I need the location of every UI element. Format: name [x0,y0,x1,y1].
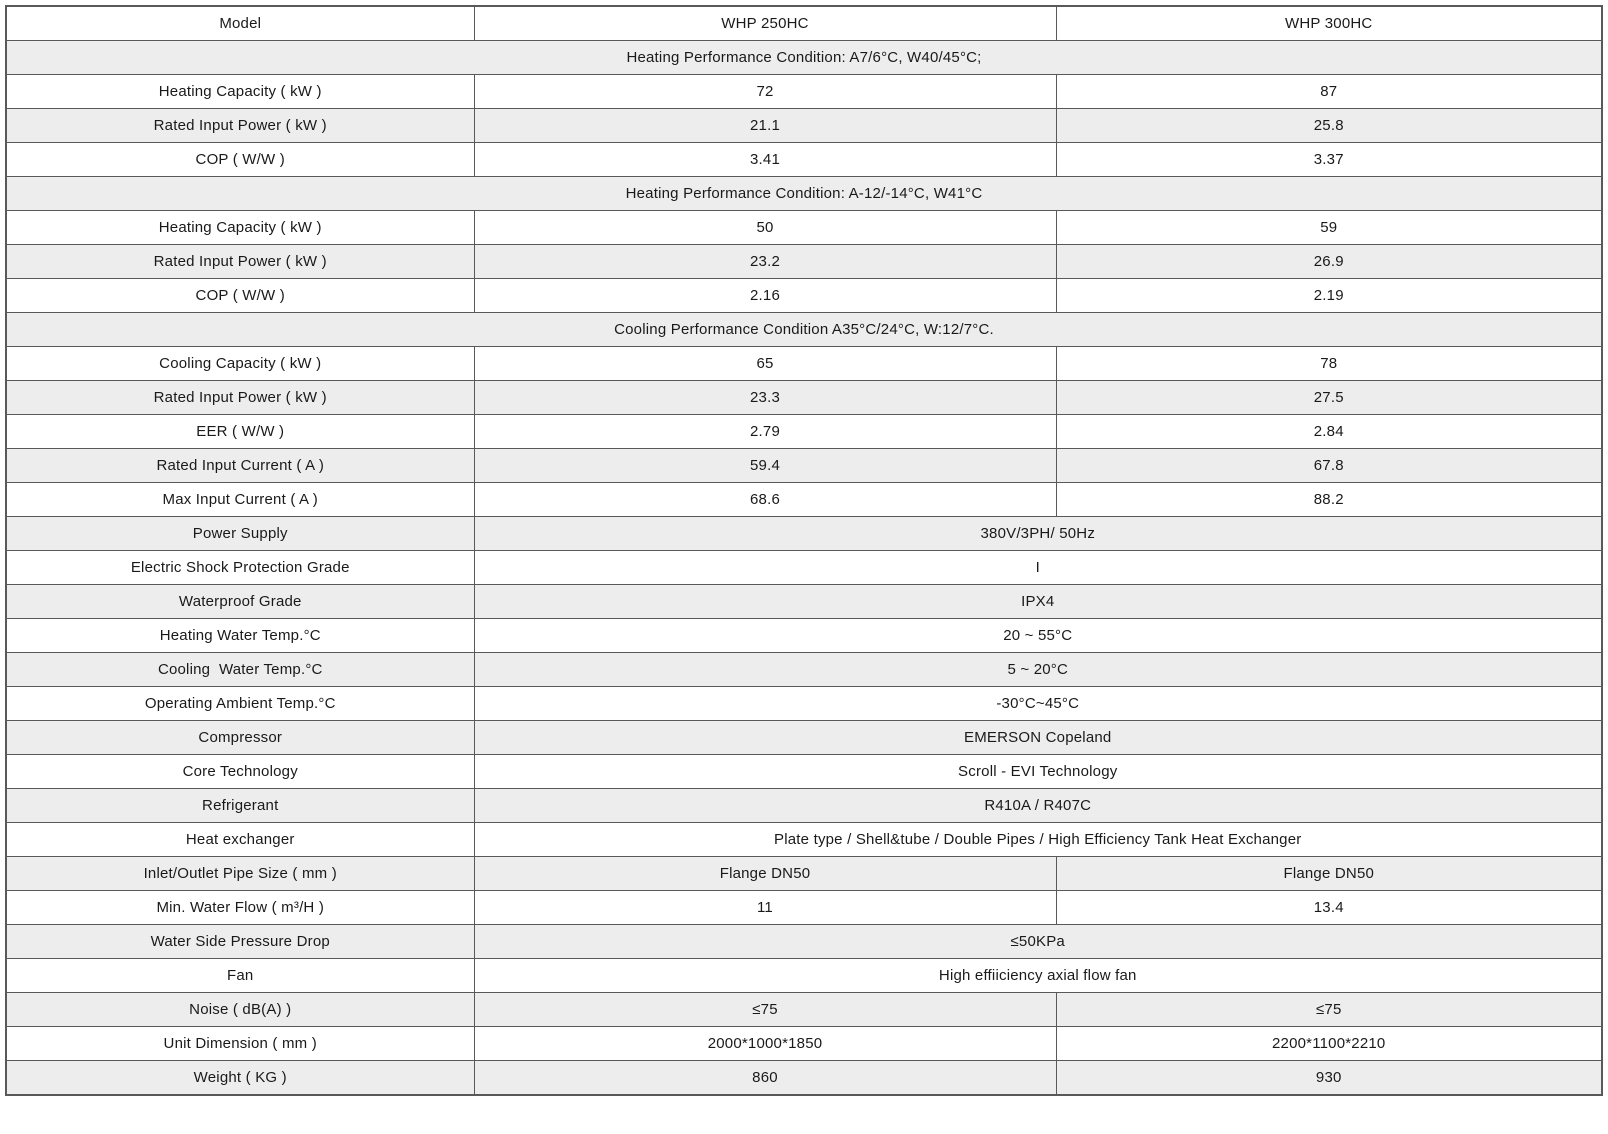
shared-value-cell: High effiiciency axial flow fan [474,959,1602,993]
row-label-cell: Heat exchanger [6,823,474,857]
value-cell-whp-300hc: 88.2 [1056,483,1602,517]
value-cell-whp-300hc: 2200*1100*2210 [1056,1027,1602,1061]
shared-value-cell: Scroll - EVI Technology [474,755,1602,789]
value-cell-whp-300hc: 59 [1056,211,1602,245]
shared-value-cell: IPX4 [474,585,1602,619]
row-label-cell: Cooling Capacity ( kW ) [6,347,474,381]
value-cell-whp-300hc: 930 [1056,1061,1602,1096]
shared-value-cell: -30°C~45°C [474,687,1602,721]
value-cell-whp-250hc: 23.3 [474,381,1056,415]
row-label-cell: Refrigerant [6,789,474,823]
row-label-cell: Rated Input Current ( A ) [6,449,474,483]
value-cell-whp-300hc: 2.84 [1056,415,1602,449]
row-label-cell: COP ( W/W ) [6,279,474,313]
value-cell-whp-300hc: 27.5 [1056,381,1602,415]
table-row [6,755,1602,789]
value-cell-whp-300hc: 67.8 [1056,449,1602,483]
table-row [6,279,1602,313]
value-cell-whp-300hc: Flange DN50 [1056,857,1602,891]
shared-value-cell: ≤50KPa [474,925,1602,959]
table-row [6,1027,1602,1061]
section-header-cell: Heating Performance Condition: A-12/-14°C, W41°C [6,177,1602,211]
row-label-cell: Electric Shock Protection Grade [6,551,474,585]
row-label-cell: Min. Water Flow ( m³/H ) [6,891,474,925]
row-label-cell: Compressor [6,721,474,755]
column-header-model: Model [6,6,474,41]
section-header-cell: Heating Performance Condition: A7/6°C, W40/45°C; [6,41,1602,75]
table-row [6,993,1602,1027]
value-cell-whp-250hc: ≤75 [474,993,1056,1027]
shared-value-cell: I [474,551,1602,585]
table-row [6,211,1602,245]
value-cell-whp-250hc: 3.41 [474,143,1056,177]
section-header-cell: Cooling Performance Condition A35°C/24°C, W:12/7°C. [6,313,1602,347]
section-header-row [6,313,1602,347]
value-cell-whp-250hc: 2.79 [474,415,1056,449]
row-label-cell: Heating Capacity ( kW ) [6,75,474,109]
section-header-row [6,177,1602,211]
table-row [6,653,1602,687]
table-row [6,789,1602,823]
shared-value-cell: EMERSON Copeland [474,721,1602,755]
row-label-cell: Waterproof Grade [6,585,474,619]
value-cell-whp-300hc: 2.19 [1056,279,1602,313]
section-header-row [6,41,1602,75]
table-row [6,959,1602,993]
table-row [6,721,1602,755]
column-header-whp-300hc: WHP 300HC [1056,6,1602,41]
table-row [6,483,1602,517]
shared-value-cell: R410A / R407C [474,789,1602,823]
row-label-cell: EER ( W/W ) [6,415,474,449]
table-row [6,925,1602,959]
value-cell-whp-250hc: Flange DN50 [474,857,1056,891]
shared-value-cell: 5 ~ 20°C [474,653,1602,687]
table-row [6,585,1602,619]
value-cell-whp-250hc: 2.16 [474,279,1056,313]
row-label-cell: Fan [6,959,474,993]
row-label-cell: Unit Dimension ( mm ) [6,1027,474,1061]
table-row [6,381,1602,415]
shared-value-cell: Plate type / Shell&tube / Double Pipes / High Efficiency Tank Heat Exchanger [474,823,1602,857]
value-cell-whp-250hc: 21.1 [474,109,1056,143]
table-row [6,891,1602,925]
shared-value-cell: 380V/3PH/ 50Hz [474,517,1602,551]
table-row [6,109,1602,143]
table-row [6,619,1602,653]
table-row [6,857,1602,891]
value-cell-whp-250hc: 68.6 [474,483,1056,517]
row-label-cell: Cooling Water Temp.°C [6,653,474,687]
table-row [6,143,1602,177]
row-label-cell: Water Side Pressure Drop [6,925,474,959]
value-cell-whp-300hc: 13.4 [1056,891,1602,925]
value-cell-whp-250hc: 11 [474,891,1056,925]
value-cell-whp-250hc: 50 [474,211,1056,245]
table-row [6,245,1602,279]
row-label-cell: Power Supply [6,517,474,551]
value-cell-whp-300hc: 78 [1056,347,1602,381]
table-row [6,823,1602,857]
table-row [6,1061,1602,1096]
value-cell-whp-300hc: ≤75 [1056,993,1602,1027]
table-row [6,517,1602,551]
value-cell-whp-250hc: 2000*1000*1850 [474,1027,1056,1061]
value-cell-whp-250hc: 23.2 [474,245,1056,279]
row-label-cell: Max Input Current ( A ) [6,483,474,517]
table-row [6,449,1602,483]
row-label-cell: Heating Capacity ( kW ) [6,211,474,245]
row-label-cell: Rated Input Power ( kW ) [6,109,474,143]
table-row [6,75,1602,109]
value-cell-whp-250hc: 65 [474,347,1056,381]
row-label-cell: Weight ( KG ) [6,1061,474,1096]
value-cell-whp-300hc: 3.37 [1056,143,1602,177]
row-label-cell: Noise ( dB(A) ) [6,993,474,1027]
row-label-cell: Core Technology [6,755,474,789]
row-label-cell: Rated Input Power ( kW ) [6,381,474,415]
table-row [6,415,1602,449]
value-cell-whp-250hc: 72 [474,75,1056,109]
value-cell-whp-300hc: 26.9 [1056,245,1602,279]
table-row [6,347,1602,381]
shared-value-cell: 20 ~ 55°C [474,619,1602,653]
spec-table [5,5,1603,1096]
row-label-cell: Operating Ambient Temp.°C [6,687,474,721]
value-cell-whp-300hc: 87 [1056,75,1602,109]
row-label-cell: Inlet/Outlet Pipe Size ( mm ) [6,857,474,891]
row-label-cell: Heating Water Temp.°C [6,619,474,653]
column-header-row [6,6,1602,41]
table-row [6,551,1602,585]
table-row [6,687,1602,721]
row-label-cell: Rated Input Power ( kW ) [6,245,474,279]
row-label-cell: COP ( W/W ) [6,143,474,177]
value-cell-whp-300hc: 25.8 [1056,109,1602,143]
column-header-whp-250hc: WHP 250HC [474,6,1056,41]
value-cell-whp-250hc: 860 [474,1061,1056,1096]
value-cell-whp-250hc: 59.4 [474,449,1056,483]
